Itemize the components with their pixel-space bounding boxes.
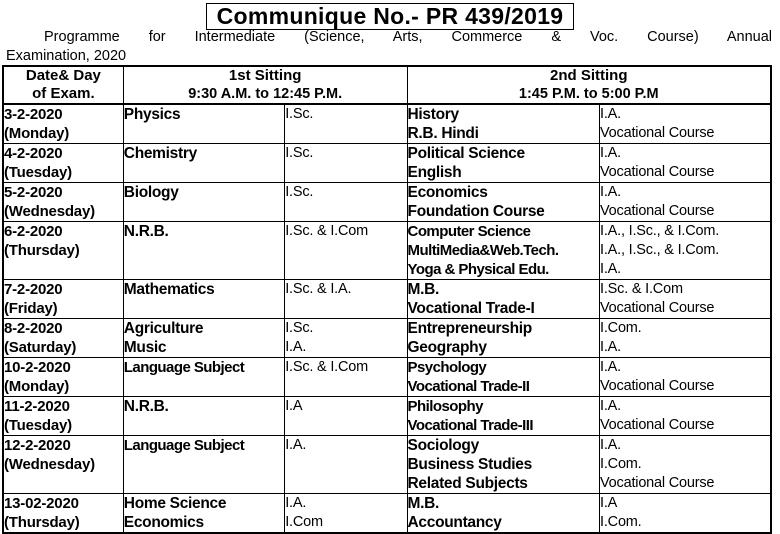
cell-sitting2-stream-line: I.A. — [600, 339, 621, 355]
table-row — [3, 280, 771, 319]
cell-sitting1-subject-line: Physics — [123, 106, 181, 123]
table-header — [3, 66, 771, 104]
table-row — [3, 222, 771, 280]
cell-sitting2-subject-line: Vocational Trade-I — [407, 300, 535, 317]
cell-sitting1-subject-line: Mathematics — [123, 281, 215, 298]
cell-sitting1-stream-line: I.A — [285, 398, 303, 414]
cell-sitting1-stream — [285, 358, 407, 397]
sitting-2-title: 2nd Sitting — [550, 67, 628, 84]
subtitle-line-1: Programme for Intermediate (Science, Arts, Commerce & Voc. Course) Annual — [44, 29, 772, 45]
cell-date — [3, 144, 123, 183]
cell-sitting2-stream-line: I.A. — [600, 437, 621, 453]
column-header-sitting-1 — [123, 66, 407, 104]
cell-sitting1-stream-line: I.A. — [285, 437, 307, 453]
cell-date-value: 7-2-2020 — [4, 281, 63, 298]
cell-date-value: 6-2-2020 — [4, 223, 63, 240]
cell-sitting2-subject-line: Related Subjects — [407, 475, 528, 492]
cell-sitting2-subject-line: Accountancy — [407, 514, 502, 531]
cell-date-value: 4-2-2020 — [4, 145, 63, 162]
sitting-2-time: 1:45 P.M. to 5:00 P.M — [518, 86, 659, 102]
cell-sitting2-stream-line: I.A — [600, 495, 618, 511]
cell-sitting1-stream — [285, 104, 407, 144]
cell-sitting2-subject — [407, 397, 599, 436]
cell-sitting1-subject — [123, 397, 284, 436]
cell-sitting2-stream-line: Vocational Course — [600, 378, 715, 394]
cell-sitting1-stream — [285, 436, 407, 494]
cell-date-day: (Wednesday) — [4, 203, 95, 220]
cell-sitting2-stream-line: I.Com. — [600, 456, 642, 472]
cell-sitting1-subject — [123, 183, 284, 222]
table-row — [3, 494, 771, 534]
cell-sitting2-stream — [600, 319, 771, 358]
cell-sitting2-subject-line: Vocational Trade-II — [407, 378, 530, 395]
cell-sitting2-subject — [407, 104, 599, 144]
cell-sitting1-stream — [285, 144, 407, 183]
cell-sitting1-subject-line: Biology — [123, 184, 179, 201]
cell-sitting2-subject-line: MultiMedia&Web.Tech. — [407, 242, 559, 259]
header-row — [3, 66, 771, 104]
cell-sitting2-stream-line: I.A. — [600, 106, 621, 122]
cell-sitting1-stream-line: I.Sc. & I.A. — [285, 281, 352, 297]
cell-sitting2-stream — [600, 494, 771, 534]
cell-date-day: (Saturday) — [4, 339, 77, 356]
cell-sitting2-stream — [600, 104, 771, 144]
cell-sitting2-subject-line: M.B. — [407, 281, 440, 298]
cell-sitting2-subject-line: R.B. Hindi — [407, 125, 479, 142]
cell-sitting2-stream-line: Vocational Course — [600, 125, 715, 141]
subtitle-line-2: Examination, 2020 — [6, 48, 127, 64]
cell-sitting1-subject-line: N.R.B. — [123, 223, 169, 240]
cell-sitting2-subject-line: Foundation Course — [407, 203, 545, 220]
cell-date-value: 3-2-2020 — [4, 106, 63, 123]
cell-sitting2-stream-line: I.Com. — [600, 514, 642, 530]
cell-sitting2-stream-line: Vocational Course — [600, 417, 715, 433]
cell-sitting1-stream — [285, 397, 407, 436]
cell-sitting2-stream-line: I.A. — [600, 398, 621, 414]
cell-date-day: (Friday) — [4, 300, 58, 317]
cell-sitting2-stream-line: I.A. — [600, 145, 621, 161]
cell-sitting1-subject-line: Language Subject — [123, 359, 245, 376]
cell-sitting2-stream-line: I.Com. — [600, 320, 642, 336]
cell-sitting2-subject — [407, 358, 599, 397]
cell-sitting2-subject-line: Vocational Trade-III — [407, 417, 533, 434]
cell-sitting2-stream — [600, 436, 771, 494]
sitting-1-time: 9:30 A.M. to 12:45 P.M. — [188, 86, 343, 102]
cell-sitting2-stream-line: I.A. — [600, 359, 621, 375]
subtitle — [0, 27, 780, 65]
cell-sitting1-stream — [285, 183, 407, 222]
cell-sitting2-subject — [407, 144, 599, 183]
cell-sitting1-stream-line: I.Sc. — [285, 145, 314, 161]
cell-date-value: 13-02-2020 — [4, 495, 79, 512]
cell-date-day: (Thursday) — [4, 514, 80, 531]
cell-sitting1-stream-line: I.Sc. & I.Com — [285, 359, 369, 375]
cell-sitting2-stream-line: I.A. — [600, 261, 621, 277]
cell-sitting1-subject-line: Agriculture — [123, 320, 204, 337]
cell-sitting2-subject-line: Philosophy — [407, 398, 483, 415]
cell-sitting1-subject-line: Economics — [123, 514, 204, 531]
cell-sitting2-subject — [407, 222, 599, 280]
table-body — [3, 104, 771, 533]
cell-sitting1-subject-line: Chemistry — [123, 145, 197, 162]
cell-date-day: (Thursday) — [4, 242, 80, 259]
cell-date-day: (Monday) — [4, 378, 70, 395]
cell-date-value: 10-2-2020 — [4, 359, 71, 376]
cell-sitting2-subject — [407, 319, 599, 358]
date-header-line-2: of Exam. — [32, 85, 95, 102]
cell-sitting1-subject — [123, 104, 284, 144]
cell-sitting2-subject-line: M.B. — [407, 495, 440, 512]
table-row — [3, 319, 771, 358]
sitting-1-title: 1st Sitting — [228, 67, 302, 84]
cell-sitting1-subject — [123, 494, 284, 534]
cell-sitting2-stream-line: I.A., I.Sc., & I.Com. — [600, 242, 720, 258]
cell-date — [3, 397, 123, 436]
cell-sitting1-stream — [285, 222, 407, 280]
cell-date-value: 8-2-2020 — [4, 320, 63, 337]
cell-sitting2-stream — [600, 358, 771, 397]
cell-sitting2-subject-line: Yoga & Physical Edu. — [407, 261, 549, 278]
cell-sitting1-subject — [123, 144, 284, 183]
date-header-line-1: Date& Day — [25, 67, 101, 84]
cell-date-day: (Tuesday) — [4, 164, 72, 181]
cell-date-day: (Tuesday) — [4, 417, 72, 434]
cell-sitting1-stream-line: I.Sc. — [285, 184, 314, 200]
cell-sitting2-stream — [600, 183, 771, 222]
table-row — [3, 397, 771, 436]
cell-sitting2-subject-line: Entrepreneurship — [407, 320, 532, 337]
cell-sitting2-subject-line: Economics — [407, 184, 488, 201]
column-header-date — [3, 66, 123, 104]
cell-date — [3, 358, 123, 397]
communique-title: Communique No.- PR 439/2019 — [206, 3, 575, 30]
column-header-sitting-2 — [407, 66, 771, 104]
cell-sitting1-subject — [123, 280, 284, 319]
cell-sitting2-subject-line: History — [407, 106, 459, 123]
cell-sitting2-stream — [600, 144, 771, 183]
cell-sitting2-subject-line: Psychology — [407, 359, 487, 376]
cell-sitting1-subject-line: Music — [123, 339, 167, 356]
cell-sitting2-stream-line: Vocational Course — [600, 164, 715, 180]
cell-sitting2-stream — [600, 222, 771, 280]
cell-sitting1-stream-line: I.Sc. & I.Com — [285, 223, 369, 239]
cell-sitting2-subject-line: English — [407, 164, 462, 181]
cell-date — [3, 494, 123, 534]
cell-date-value: 12-2-2020 — [4, 437, 71, 454]
cell-sitting2-subject — [407, 183, 599, 222]
cell-date-value: 5-2-2020 — [4, 184, 63, 201]
cell-sitting1-stream-line: I.Sc. — [285, 106, 314, 122]
cell-sitting2-subject — [407, 494, 599, 534]
cell-date — [3, 183, 123, 222]
cell-sitting1-stream-line: I.Sc. — [285, 320, 314, 336]
communique-title-wrap — [0, 0, 780, 27]
cell-sitting2-subject-line: Computer Science — [407, 223, 531, 240]
cell-date-day: (Wednesday) — [4, 456, 95, 473]
cell-date — [3, 104, 123, 144]
cell-sitting1-subject-line: Language Subject — [123, 437, 245, 454]
cell-sitting2-subject-line: Geography — [407, 339, 487, 356]
table-row — [3, 436, 771, 494]
cell-sitting2-stream-line: I.Sc. & I.Com — [600, 281, 683, 297]
cell-sitting2-subject-line: Sociology — [407, 437, 479, 454]
cell-sitting1-subject — [123, 222, 284, 280]
cell-sitting1-subject — [123, 319, 284, 358]
table-row — [3, 183, 771, 222]
cell-date — [3, 436, 123, 494]
cell-sitting1-stream — [285, 494, 407, 534]
table-row — [3, 144, 771, 183]
cell-sitting2-stream-line: I.A. — [600, 184, 621, 200]
cell-date — [3, 319, 123, 358]
exam-schedule-table — [2, 65, 772, 534]
table-row — [3, 358, 771, 397]
cell-sitting1-stream — [285, 319, 407, 358]
cell-sitting1-subject-line: Home Science — [123, 495, 227, 512]
cell-sitting1-subject — [123, 436, 284, 494]
cell-sitting2-stream-line: Vocational Course — [600, 203, 715, 219]
cell-sitting2-subject — [407, 280, 599, 319]
cell-date — [3, 280, 123, 319]
cell-sitting2-stream-line: I.A., I.Sc., & I.Com. — [600, 223, 720, 239]
cell-sitting1-stream-line: I.Com — [285, 514, 323, 530]
cell-date-day: (Monday) — [4, 125, 70, 142]
cell-sitting2-stream — [600, 280, 771, 319]
cell-sitting2-subject-line: Political Science — [407, 145, 525, 162]
cell-sitting2-subject — [407, 436, 599, 494]
cell-sitting1-stream-line: I.A. — [285, 339, 307, 355]
cell-sitting2-stream — [600, 397, 771, 436]
table-row — [3, 104, 771, 144]
cell-sitting2-stream-line: Vocational Course — [600, 475, 715, 491]
cell-sitting2-stream-line: Vocational Course — [600, 300, 715, 316]
cell-sitting1-stream-line: I.A. — [285, 495, 307, 511]
cell-sitting2-subject-line: Business Studies — [407, 456, 532, 473]
cell-sitting1-stream — [285, 280, 407, 319]
cell-sitting1-subject — [123, 358, 284, 397]
cell-date — [3, 222, 123, 280]
cell-date-value: 11-2-2020 — [4, 398, 70, 415]
cell-sitting1-subject-line: N.R.B. — [123, 398, 169, 415]
